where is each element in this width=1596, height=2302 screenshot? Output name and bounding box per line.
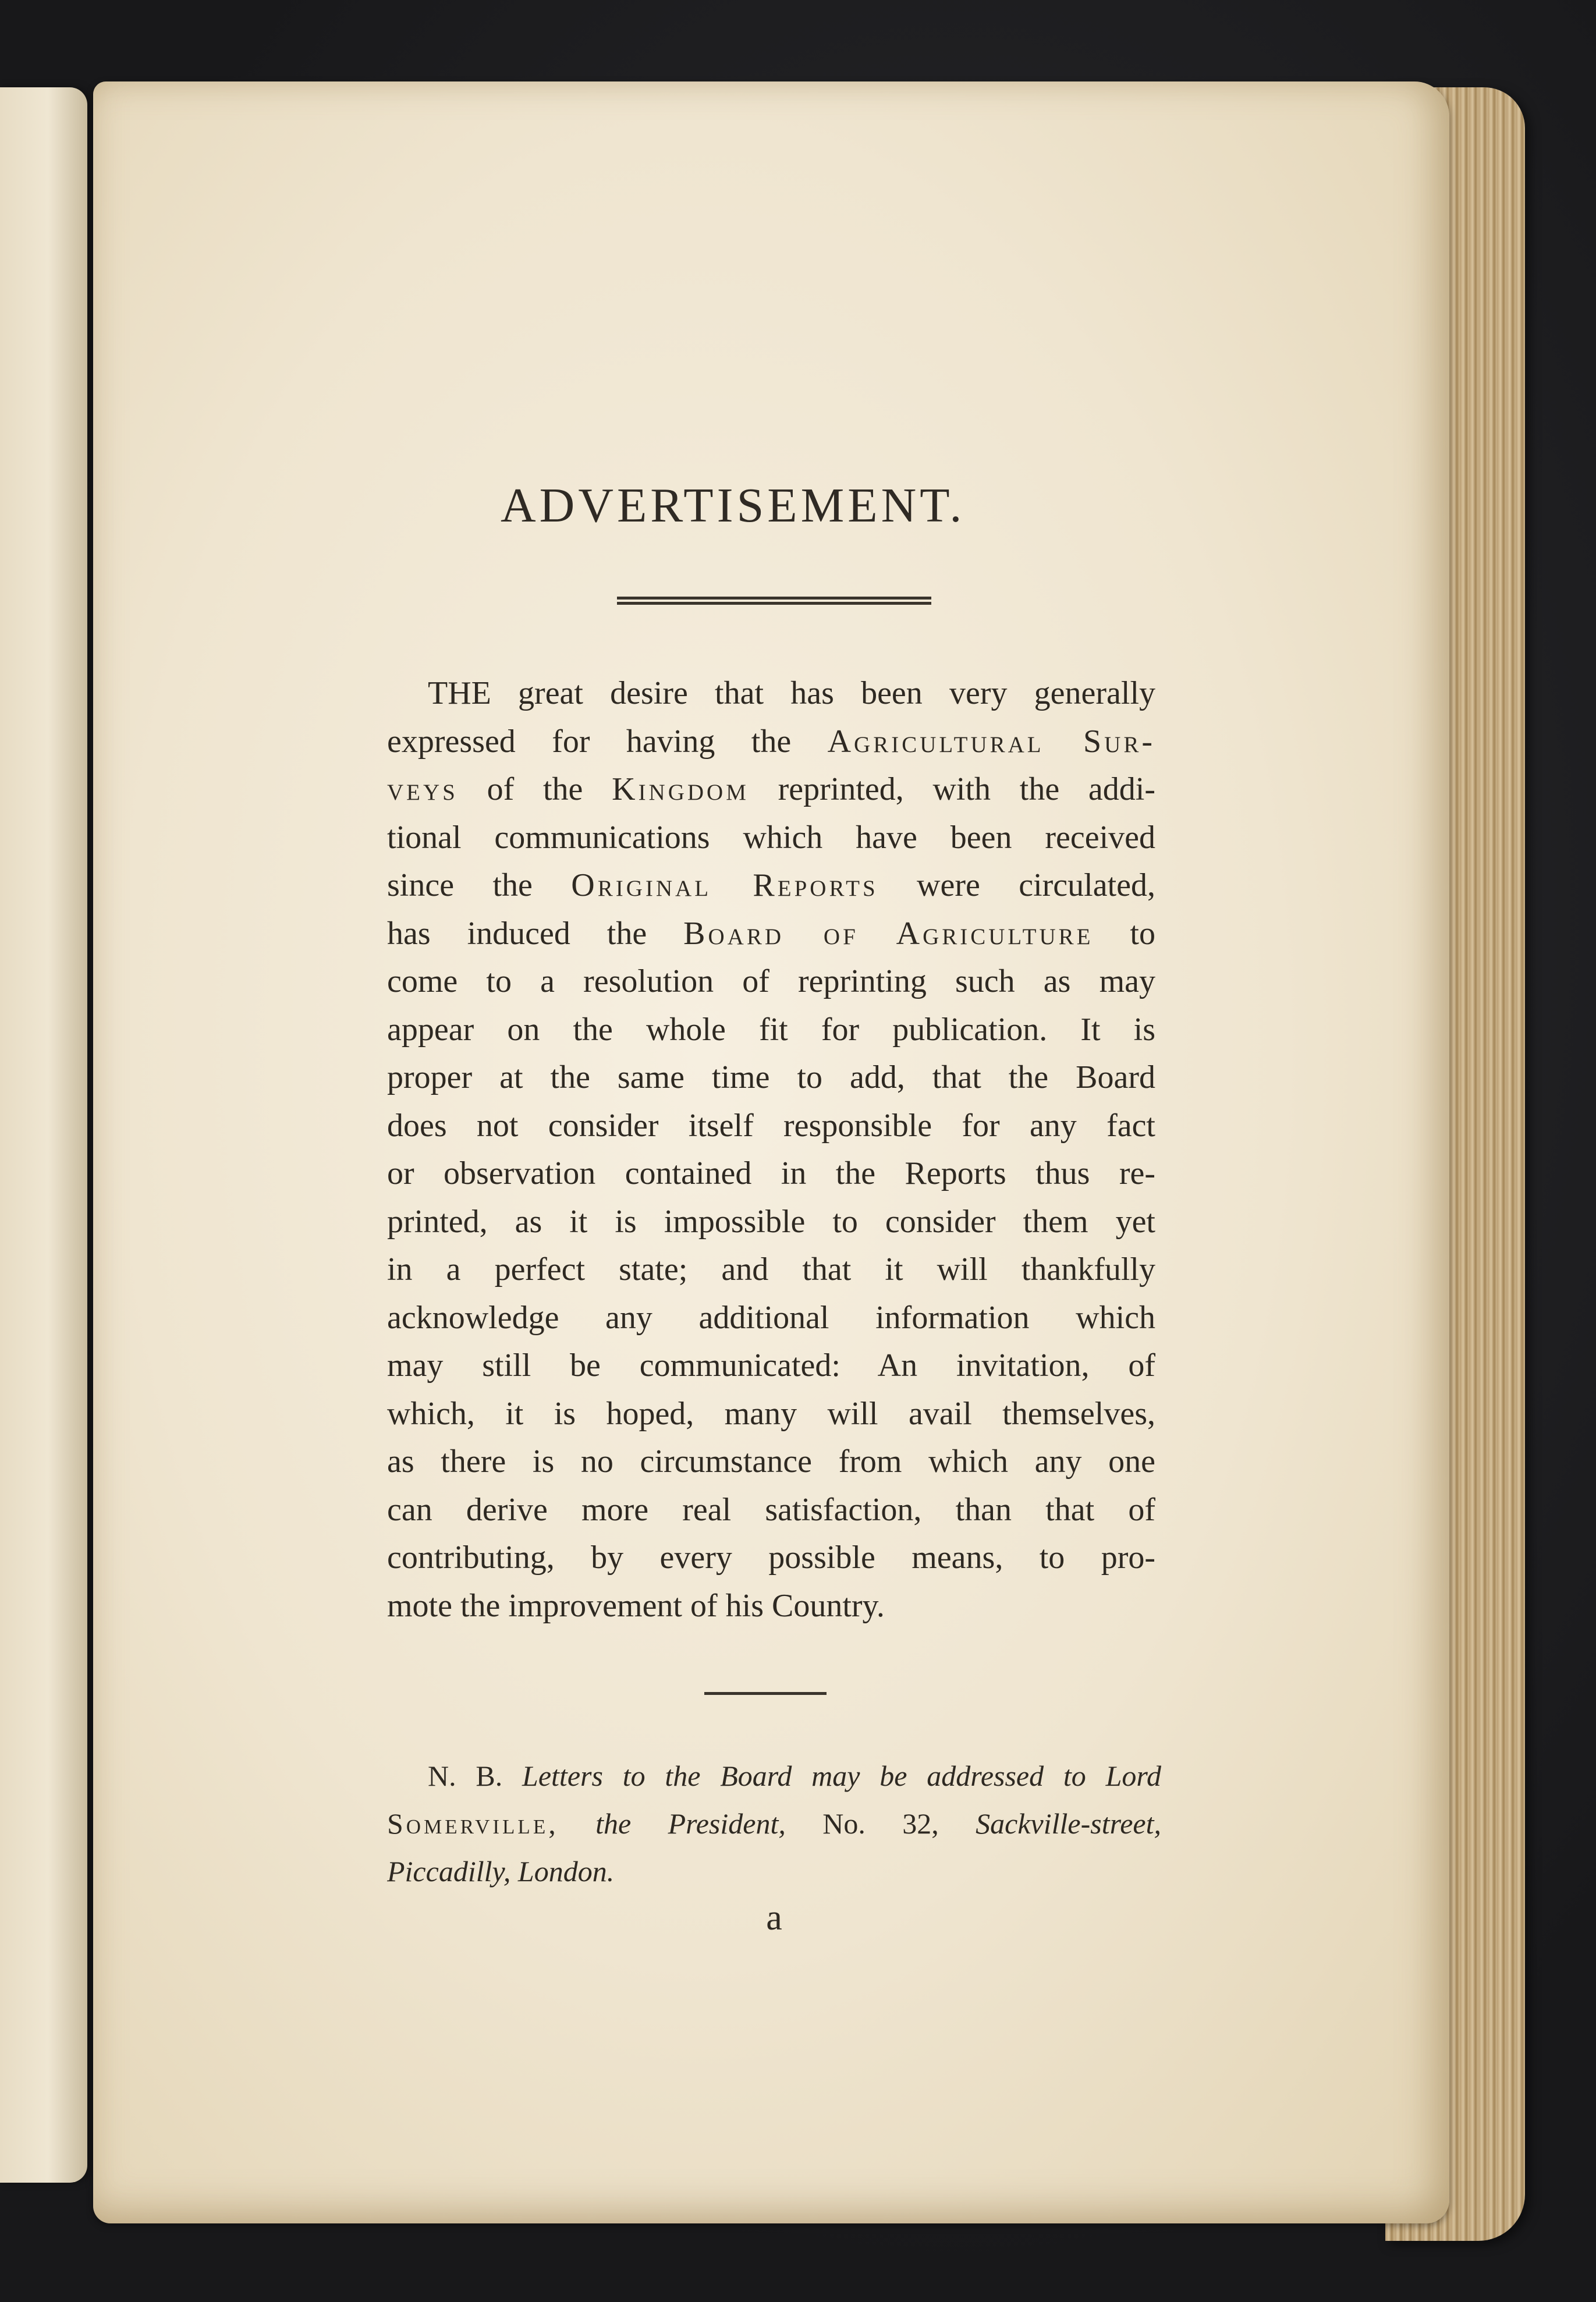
text-segment: No. 32, <box>785 1807 976 1840</box>
signature-mark: a <box>766 1898 782 1938</box>
text-segment: as there is no circumstance from which any one <box>387 1443 1155 1480</box>
text-segment: acknowledge any additional information which <box>387 1299 1155 1336</box>
text-segment: in a perfect state; and that it will thankfully <box>387 1251 1155 1287</box>
text-segment: proper at the same time to add, that the Board <box>387 1059 1155 1095</box>
body-line <box>387 1150 1155 1198</box>
text-segment: which, it is hoped, many will avail themselves, <box>387 1395 1155 1432</box>
text-segment: contributing, by every possible means, to pro- <box>387 1540 1155 1576</box>
book-page <box>93 81 1449 2223</box>
text-segment: tional communications which have been received <box>387 819 1155 856</box>
text-segment: of the <box>457 771 612 807</box>
body-line <box>387 1006 1155 1054</box>
page-title: ADVERTISEMENT. <box>501 478 966 533</box>
text-segment: since the <box>387 867 572 903</box>
text-segment: may still be communicated: An invitation, of <box>387 1347 1155 1384</box>
nota-bene-note <box>387 1752 1161 1895</box>
text-segment: were circulated, <box>878 867 1155 903</box>
text-segment: appear on the whole fit for publication. It is <box>387 1011 1155 1048</box>
text-segment: has induced the <box>387 915 684 952</box>
advertisement-body <box>387 669 1155 1630</box>
note-line <box>387 1752 1161 1800</box>
text-segment: come to a resolution of reprinting such as may <box>387 963 1155 999</box>
text-segment: Somerville, <box>387 1807 559 1840</box>
body-line <box>387 1438 1155 1486</box>
text-segment: Piccadilly, London. <box>387 1855 615 1888</box>
body-line <box>387 1582 1155 1630</box>
body-line <box>387 1102 1155 1150</box>
body-line <box>387 814 1155 862</box>
text-segment: Board of Agriculture <box>683 915 1094 952</box>
double-rule-divider <box>617 597 931 605</box>
text-segment: THE great desire that has been very generally <box>428 675 1155 711</box>
body-line <box>387 1486 1155 1534</box>
text-segment: to <box>1093 915 1155 952</box>
text-segment: can derive more real satisfaction, than that of <box>387 1491 1155 1528</box>
text-segment: or observation contained in the Reports thus re- <box>387 1155 1155 1191</box>
text-segment: printed, as it is impossible to consider them yet <box>387 1203 1155 1240</box>
body-line <box>387 1198 1155 1246</box>
body-line <box>387 910 1155 958</box>
text-segment: expressed for having the <box>387 723 828 760</box>
body-line <box>387 669 1155 718</box>
body-line <box>387 1390 1155 1438</box>
text-segment: N. B. <box>428 1760 523 1792</box>
text-segment: Letters to the Board may be addressed to Lord <box>522 1760 1161 1792</box>
body-line <box>387 1342 1155 1390</box>
body-line <box>387 765 1155 814</box>
text-segment: Agricultural Sur- <box>827 723 1155 760</box>
text-segment: mote the improvement of his Country. <box>387 1587 885 1624</box>
text-segment: the President, <box>558 1807 786 1840</box>
left-page-edge <box>0 87 87 2183</box>
text-segment: does not consider itself responsible for any fact <box>387 1107 1155 1144</box>
body-line <box>387 861 1155 910</box>
body-line <box>387 718 1155 766</box>
body-line <box>387 1246 1155 1294</box>
note-line <box>387 1800 1161 1847</box>
text-segment: Kingdom <box>612 771 749 807</box>
body-line <box>387 1534 1155 1582</box>
text-segment: Sackville-street, <box>976 1807 1161 1840</box>
note-line <box>387 1847 1161 1895</box>
text-segment: Original Reports <box>571 867 878 903</box>
text-segment: veys <box>387 771 458 807</box>
body-line <box>387 957 1155 1006</box>
body-line <box>387 1294 1155 1342</box>
body-line <box>387 1054 1155 1102</box>
text-segment: reprinted, with the addi- <box>749 771 1155 807</box>
short-rule-divider <box>704 1692 827 1695</box>
